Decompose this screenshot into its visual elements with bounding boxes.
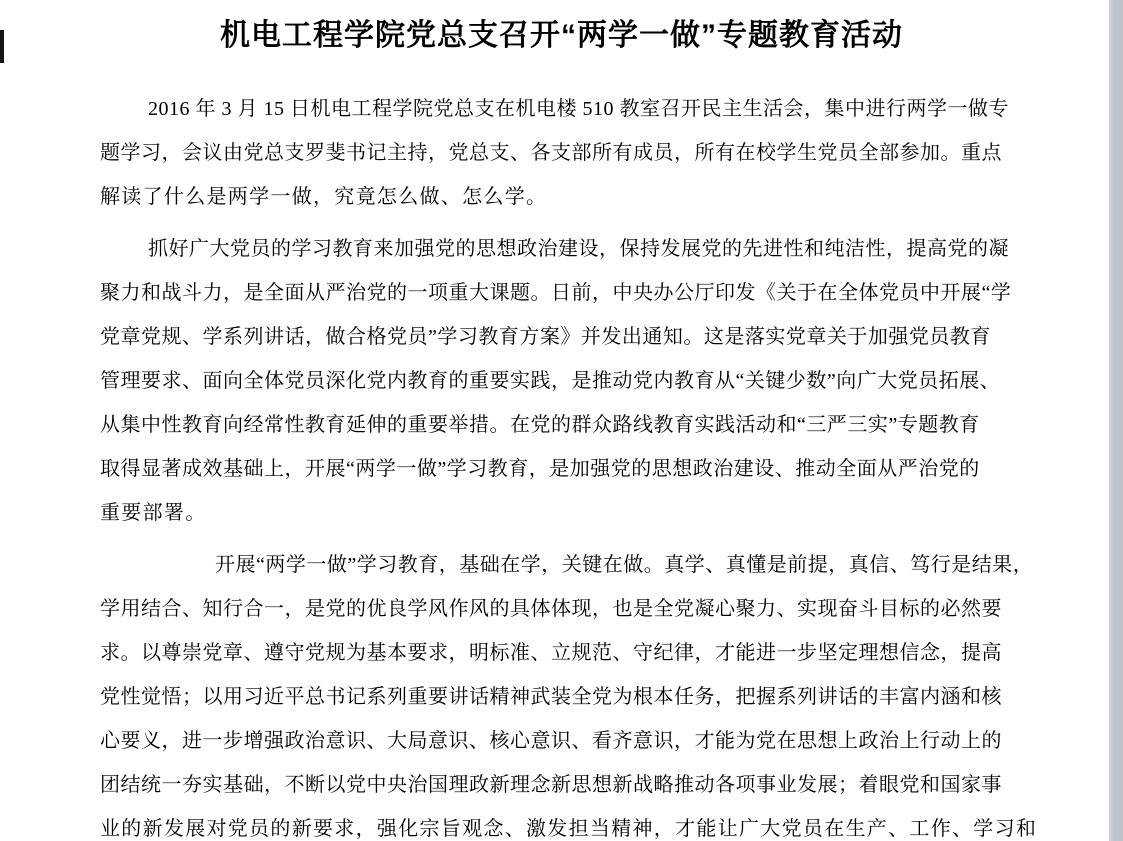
- left-edge-mark: [0, 30, 4, 63]
- document-body: [100, 87, 1038, 841]
- text-line: 业的新发展对党员的新要求，强化宗旨观念、激发担当精神，才能让广大党员在生产、工作、学习和: [100, 818, 1038, 840]
- paragraph-2: [100, 227, 1012, 535]
- text-line: 取得显著成效基础上，开展“两学一做”学习教育，是加强党的思想政治建设、推动全面从严治党的: [100, 458, 980, 480]
- text-line: 从集中性教育向经常性教育延伸的重要举措。在党的群众路线教育实践活动和“三严三实”专题教育: [100, 414, 980, 436]
- paragraph-1: [100, 87, 1009, 219]
- text-line: 聚力和战斗力，是全面从严治党的一项重大课题。日前，中央办公厅印发《关于在全体党员中开展“学: [100, 282, 1012, 304]
- text-line: 求。以尊崇党章、遵守党规为基本要求，明标准、立规范、守纪律，才能进一步坚定理想信念，提高: [100, 642, 1002, 664]
- text-line: 解读了什么是两学一做，究竟怎么做、怎么学。: [100, 186, 548, 208]
- text-line: 党章党规、学系列讲话，做合格党员”学习教育方案》并发出通知。这是落实党章关于加强党员教育: [100, 326, 991, 348]
- text-line: 心要义，进一步增强政治意识、大局意识、核心意识、看齐意识，才能为党在思想上政治上行动上的: [100, 730, 1002, 752]
- document-title: 机电工程学院党总支召开“两学一做”专题教育活动: [220, 19, 903, 52]
- text-line: 党性觉悟；以用习近平总书记系列重要讲话精神武装全党为根本任务，把握系列讲话的丰富内涵和核: [100, 686, 1002, 708]
- text-line: 题学习，会议由党总支罗斐书记主持，党总支、各支部所有成员，所有在校学生党员全部参加。重点: [100, 142, 1002, 164]
- scrollbar-track[interactable]: [1109, 0, 1123, 841]
- text-line: 管理要求、面向全体党员深化党内教育的重要实践，是推动党内教育从“关键少数”向广大党员拓展、: [100, 370, 1001, 392]
- text-line: 团结统一夯实基础，不断以党中央治国理政新理念新思想新战略推动各项事业发展；着眼党和国家事: [100, 774, 1002, 796]
- text-line: 开展“两学一做”学习教育，基础在学，关键在做。真学、真懂是前提，真信、笃行是结果，: [215, 554, 1034, 576]
- text-line: 学用结合、知行合一，是党的优良学风作风的具体体现，也是全党凝心聚力、实现奋斗目标的必然要: [100, 598, 1002, 620]
- text-line: 2016 年 3 月 15 日机电工程学院党总支在机电楼 510 教室召开民主生活会，集中进行两学一做专: [148, 98, 1009, 120]
- text-line: 抓好广大党员的学习教育来加强党的思想政治建设，保持发展党的先进性和纯洁性，提高党的凝: [148, 238, 1009, 260]
- text-line: 重要部署。: [100, 502, 207, 524]
- paragraph-3: [100, 543, 1038, 841]
